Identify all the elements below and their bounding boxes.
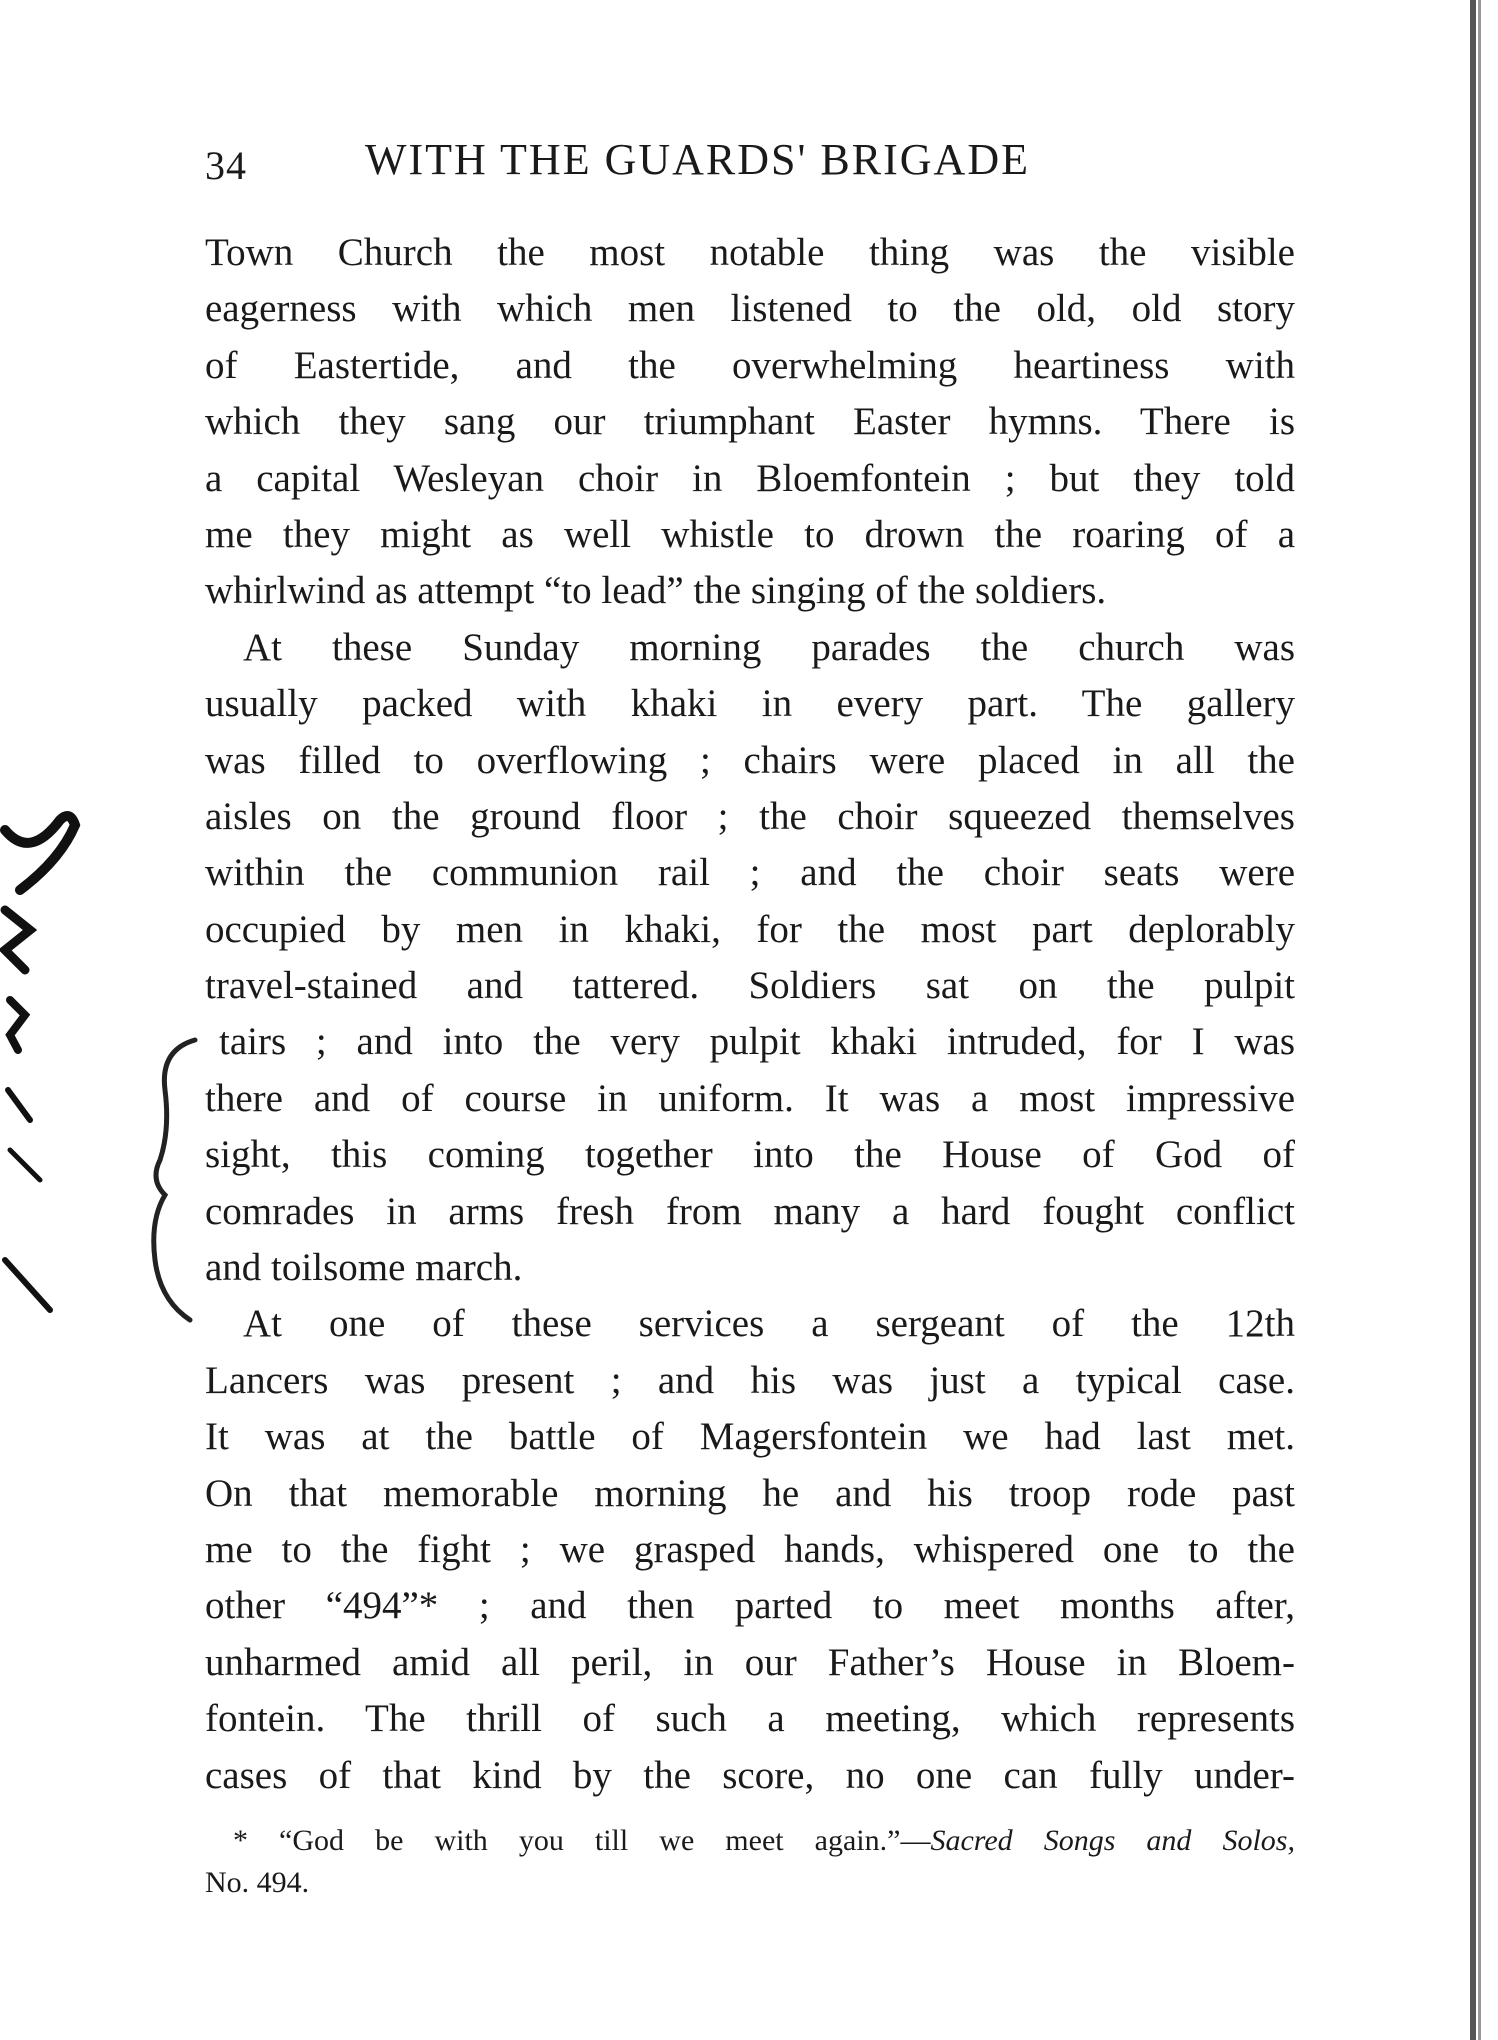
body-text [205, 225, 1295, 1804]
text-line: within the communion rail ; and the choir seats were [205, 851, 1295, 895]
text-line: unharmed amid all peril, in our Father’s House in Bloem- [205, 1640, 1295, 1684]
text-line: and toilsome march. [205, 1246, 523, 1290]
text-line: other “494”* ; and then parted to meet months after, [205, 1584, 1295, 1628]
text-line: comrades in arms fresh from many a hard fought conflict [205, 1189, 1295, 1233]
page-edge-shadow [1460, 0, 1498, 2040]
text-line: cases of that kind by the score, no one can fully under- [205, 1753, 1295, 1797]
margin-annotation-marks [0, 800, 200, 1360]
page-header [205, 128, 1135, 188]
footnote-source: Sacred Songs and Solos, [930, 1824, 1295, 1857]
footnote-quote: * “God be with you till we meet again.”— [233, 1824, 931, 1857]
text-line: was filled to overflowing ; chairs were placed in all the [205, 738, 1295, 782]
text-line: travel-stained and tattered. Soldiers sat on the pulpit [205, 964, 1295, 1008]
text-line: there and of course in uniform. It was a most impressive [205, 1076, 1295, 1120]
text-line: whirlwind as attempt “to lead” the singing of the soldiers. [205, 569, 1107, 613]
paragraph-start-line: At these Sunday morning parades the church was [243, 625, 1295, 669]
text-line: fontein. The thrill of such a meeting, which represents [205, 1697, 1295, 1741]
text-line: of Eastertide, and the overwhelming heartiness with [205, 343, 1295, 387]
text-line: Town Church the most notable thing was the visible [205, 231, 1295, 274]
page-number: 34 [205, 143, 247, 188]
footnote [205, 1820, 1295, 1904]
footnote-number: No. 494. [205, 1866, 310, 1899]
text-line: It was at the battle of Magersfontein we had last met. [205, 1415, 1295, 1459]
text-line: me to the fight ; we grasped hands, whispered one to the [205, 1527, 1295, 1571]
text-line: me they might as well whistle to drown the roaring of a [205, 512, 1295, 556]
text-line: Lancers was present ; and his was just a typical case. [205, 1358, 1295, 1402]
text-line: tairs ; and into the very pulpit khaki intruded, for I was [219, 1020, 1295, 1064]
text-line: a capital Wesleyan choir in Bloemfontein ; but they told [205, 456, 1295, 500]
text-line: On that memorable morning he and his troop rode past [205, 1471, 1295, 1515]
text-line: sight, this coming together into the House of God of [205, 1133, 1295, 1177]
text-line: usually packed with khaki in every part. The gallery [205, 682, 1295, 726]
footnote-line [205, 1820, 1295, 1862]
running-title: WITH THE GUARDS' BRIGADE [365, 135, 1030, 184]
text-line: occupied by men in khaki, for the most part deplorably [205, 907, 1295, 951]
paragraph-start-line: At one of these services a sergeant of the 12th [243, 1302, 1295, 1346]
text-line: aisles on the ground floor ; the choir squeezed themselves [205, 794, 1295, 838]
text-line: eagerness with which men listened to the old, old story [205, 287, 1295, 331]
text-line: which they sang our triumphant Easter hymns. There is [205, 400, 1295, 444]
